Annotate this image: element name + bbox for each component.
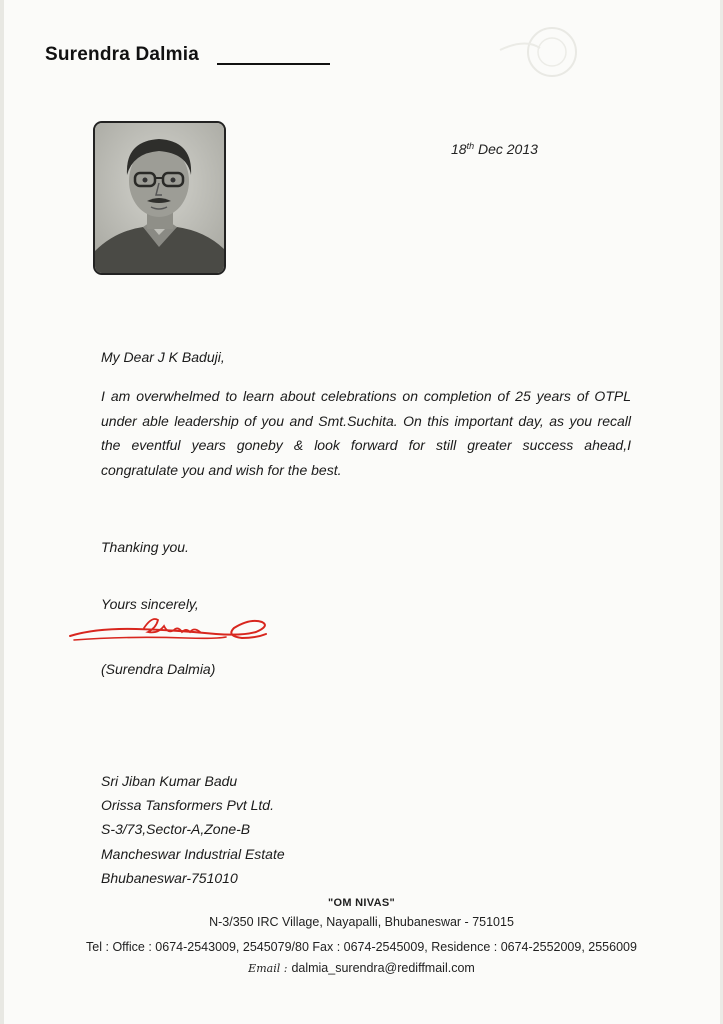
footer-address: N-3/350 IRC Village, Nayapalli, Bhubaneswar - 751015 [209, 915, 514, 929]
email-address: dalmia_surendra@rediffmail.com [291, 961, 475, 975]
email-label: Email : [248, 962, 288, 975]
footer-email [0, 961, 723, 975]
signatory-name: (Surendra Dalmia) [101, 661, 216, 677]
watermark-emblem [490, 20, 600, 80]
recipient-line: S-3/73,Sector-A,Zone-B [101, 821, 251, 838]
salutation: My Dear J K Baduji, [101, 349, 225, 365]
portrait-photo [93, 121, 226, 275]
date-suffix: th [466, 141, 475, 151]
recipient-line: Mancheswar Industrial Estate [101, 845, 285, 862]
recipient-line: Orissa Tansformers Pvt Ltd. [101, 797, 274, 814]
date-day: 18 [451, 141, 467, 157]
letter-body: I am overwhelmed to learn about celebrations on completion of 25 years of OTPL under able leadership of you and Smt.Suchita. On this important day, as you recall the eventful years goneby & look forward for still greater success ahead,I congratulate you and wish for the best. [101, 388, 631, 478]
recipient-line: Sri Jiban Kumar Badu [101, 773, 238, 789]
letterhead-name: Surendra Dalmia [45, 44, 199, 65]
recipient-address [101, 769, 285, 890]
handwritten-signature [66, 614, 272, 650]
closing-line: Yours sincerely, [101, 596, 199, 612]
scan-edge-left [0, 0, 4, 1024]
recipient-line: Bhubaneswar-751010 [101, 869, 238, 886]
letterhead-underline [217, 63, 330, 65]
footer-phones: Tel : Office : 0674-2543009, 2545079/80 Fax : 0674-2545009, Residence : 0674-2552009, 2556009 [86, 940, 637, 954]
date-month-year: Dec 2013 [474, 141, 538, 157]
footer-house-name: "OM NIVAS" [327, 897, 395, 909]
letter-date [451, 141, 538, 157]
thanks-line: Thanking you. [101, 539, 189, 555]
